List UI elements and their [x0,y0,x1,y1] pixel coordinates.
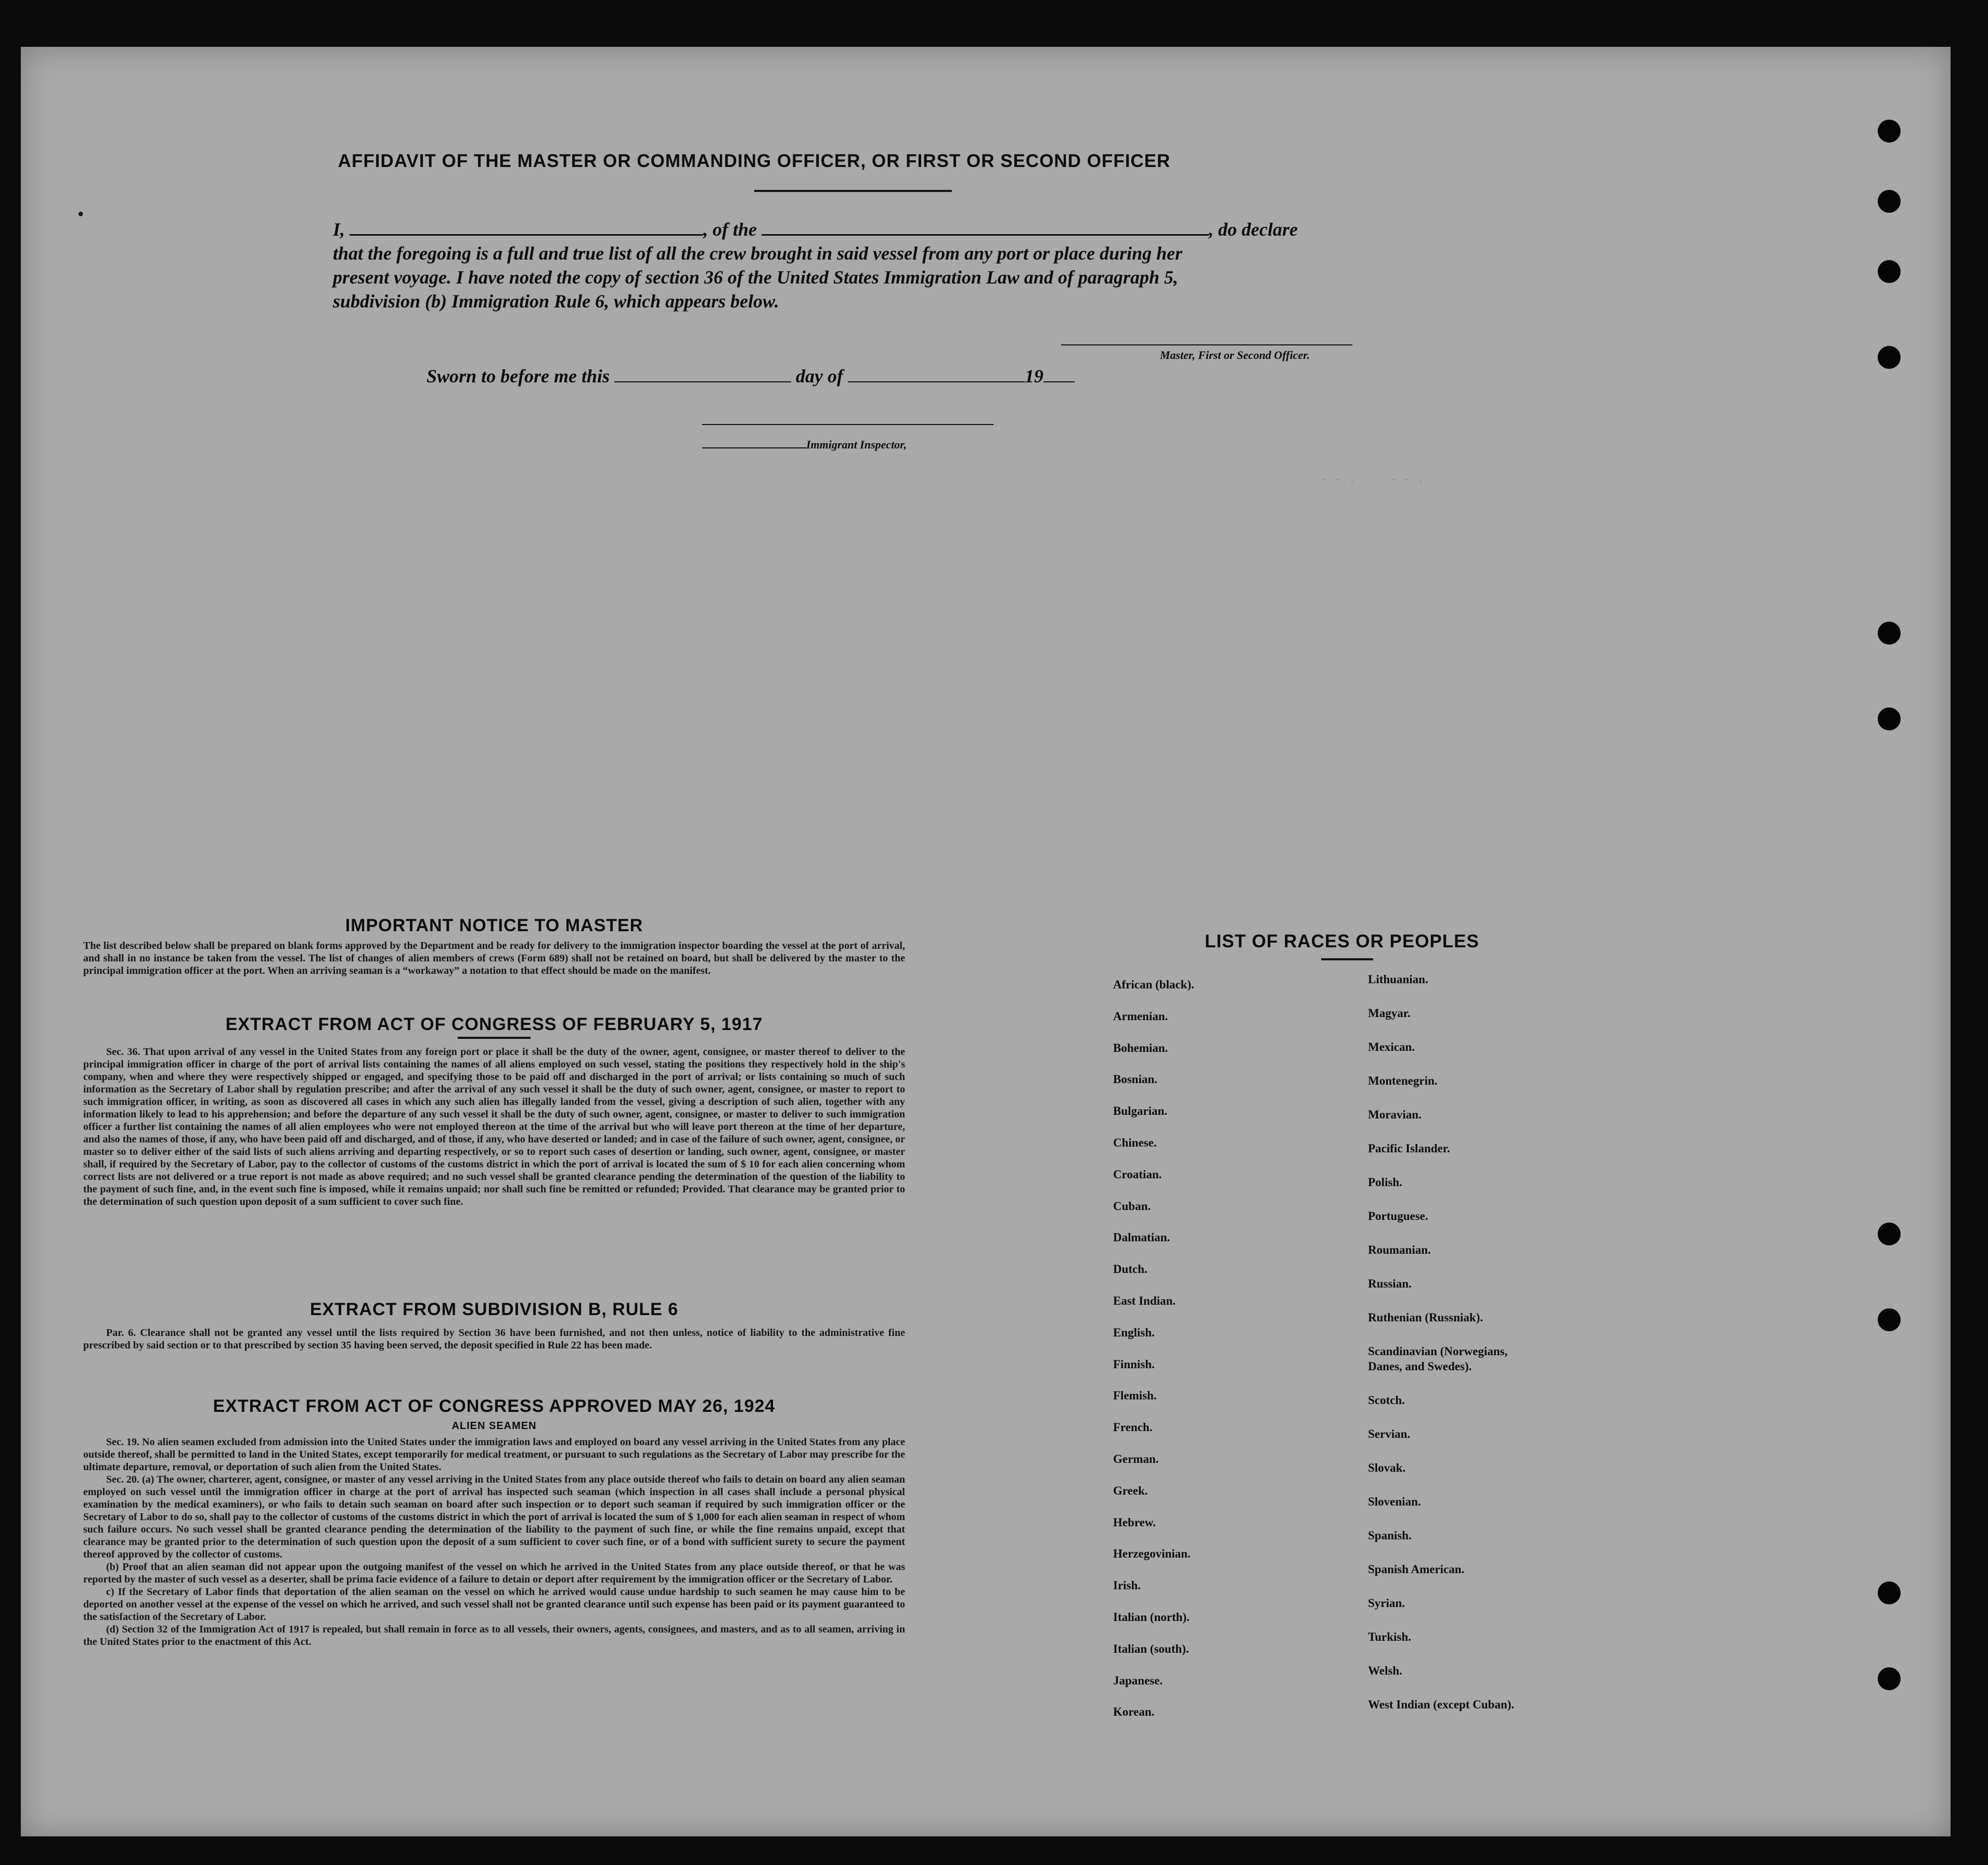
race-item-right: Mexican. [1368,1040,1415,1053]
binder-hole [1878,1667,1901,1690]
affidavit-i-line [333,218,1298,240]
race-item-right: Syrian. [1368,1597,1405,1610]
binder-hole [1878,622,1901,645]
race-item-left: Japanese. [1113,1674,1163,1687]
sworn-label: Sworn to before me this [427,366,610,387]
race-item-right: Roumanian. [1368,1243,1431,1256]
notice-title: IMPORTANT NOTICE TO MASTER [345,916,643,935]
race-item-left: Chinese. [1113,1136,1157,1149]
extract-1924-body [83,1436,905,1648]
year-label: 19 [1025,366,1044,387]
race-item-left: Italian (south). [1113,1642,1189,1655]
race-item-right: Montenegrin. [1368,1074,1438,1087]
race-item-left: Hebrew. [1113,1515,1156,1529]
binder-hole [1878,346,1901,369]
race-item-left: Dalmatian. [1113,1231,1170,1244]
extract-1917-title: EXTRACT FROM ACT OF CONGRESS OF FEBRUARY 5, 1917 [225,1014,763,1034]
race-item-left: Bosnian. [1113,1073,1158,1086]
sec-19-paragraph: Sec. 19. No alien seamen excluded from admission into the United States under the immigration laws and employed on board any vessel arriving in the United States from any place outside thereof, shall be permitted to land in the United States, except temporarily for medical treatment, or pursuant to such regulations as the Secretary of Labor may prescribe for the ultimate departure, removal, or deportation of such alien from the United States. [83,1436,905,1473]
extract-1917-underline [458,1037,531,1039]
binder-hole [1878,1223,1901,1245]
race-item-left: Bohemian. [1113,1041,1168,1054]
race-item-right: Servian. [1368,1427,1411,1440]
inspector-signature-line[interactable] [702,424,993,425]
binder-hole [1878,1581,1901,1604]
day-of-label: day of [796,366,844,387]
race-item-left: Irish. [1113,1579,1141,1592]
race-item-left: Greek. [1113,1484,1148,1497]
race-item-right: Welsh. [1368,1664,1402,1677]
extract-1924-title: EXTRACT FROM ACT OF CONGRESS APPROVED MAY 26, 1924 [213,1396,776,1416]
race-item-right: Ruthenian (Russniak). [1368,1311,1483,1324]
binder-hole [1878,120,1901,143]
sworn-line [427,365,1075,387]
inspector-caption: Immigrant Inspector, [806,438,907,451]
master-signature-line[interactable] [1061,344,1352,345]
sworn-month-blank[interactable] [848,381,1025,382]
vessel-blank[interactable] [761,234,1209,236]
race-item-right: Lithuanian. [1368,973,1428,986]
race-item-right: Magyar. [1368,1007,1411,1020]
race-item-right: Pacific Islander. [1368,1142,1450,1155]
race-item-right: Spanish American. [1368,1563,1465,1576]
bleed-through-marks: - - . - - . [1321,473,1425,486]
race-item-right: Spanish. [1368,1529,1412,1542]
title-underline [754,190,952,192]
race-item-right: Polish. [1368,1176,1402,1189]
sec-20d-paragraph: (d) Section 32 of the Immigration Act of 1917 is repealed, but shall remain in force as to all vessels, their owners, agents, consignees, and masters, and as to all seamen, arriving in the United States prior to the enactment of this Act. [83,1624,905,1648]
i-label: I, [333,219,345,240]
affidavit-line1: that the foregoing is a full and true list of all the crew brought in said vessel from any port or place during her [333,243,1183,264]
margin-mark: • [78,205,84,223]
race-item-left: French. [1113,1421,1153,1434]
affidavit-title: AFFIDAVIT OF THE MASTER OR COMMANDING OFFICER, OR FIRST OR SECOND OFFICER [338,151,1171,171]
binder-hole [1878,260,1901,283]
race-item-right: Scotch. [1368,1394,1405,1407]
race-item-left: Bulgarian. [1113,1104,1168,1118]
race-item-right: West Indian (except Cuban). [1368,1698,1515,1711]
race-item-left: Croatian. [1113,1167,1162,1181]
race-item-left: German. [1113,1452,1159,1465]
race-item-left: Flemish. [1113,1389,1157,1403]
race-item-left: English. [1113,1326,1155,1339]
race-item-right: Moravian. [1368,1108,1422,1121]
notice-text: The list described below shall be prepared on blank forms approved by the Department and be ready for delivery to the immigration inspector boarding the vessel at the port of arrival, and shall in no instance be taken from the vessel. The list of changes of alien members of crews (Form 689) shall not be retained on board, but shall be delivered by the master to the principal immigration officer at the port. When an arriving seaman is a “workaway” a notation to that effect should be made on the manifest. [83,940,905,976]
document-page [21,47,1951,1836]
race-item-right: Turkish. [1368,1630,1411,1643]
race-item-right: Slovenian. [1368,1495,1421,1508]
affidavit-line3: subdivision (b) Immigration Rule 6, which appears below. [333,291,779,312]
race-item-left: Italian (north). [1113,1611,1190,1624]
race-item-right: Danes, and Swedes). [1368,1360,1472,1373]
extract-1917-text: Sec. 36. That upon arrival of any vessel in the United States from any foreign port or place it shall be the duty of the owner, agent, consignee, or master thereof to deliver to the principal immigration officer in charge of the port of arrival lists containing the names of all aliens employed on such vessel, stating the positions they respectively hold in the ship's company, when and where they were respectively shipped or engaged, and specifying those to be paid off and discharged in the port of arrival; or lists containing so much of such information as the Secretary of Labor shall by regulation prescribe; and after the arrival of any such vessel it shall be the duty of such owner, agent, consignee, or master to report to such immigration officer, in writing, as soon as discovered all cases in which any such alien has illegally landed from the vessel, giving a description of such alien, together with any information likely to lead to his apprehension; and before the departure of any such vessel it shall be the duty of such owner, agent, consignee, or master to deliver to such immigration officer a further list containing the names of all alien employees who were not employed thereon at the time of the arrival but who will leave port thereon at the time of her departure, and also the names of those, if any, who have been paid off and discharged, and of those, if any, who have deserted or landed; and in case of the failure of such owner, agent, consignee, or master so to deliver either of the said lists of such aliens arriving and departing respectively, or so to report such cases of desertion or landing, such owner, agent, consignee, or master shall, if required by the Secretary of Labor, pay to the collector of customs of the customs district in which the port of arrival is located the sum of $ 10 for each alien concerning whom correct lists are not delivered or a true report is not made as above required; and no such vessel shall be granted clearance pending the determination of the question of the liability to the payment of such fine, and, in the event such fine is imposed, while it remains unpaid; nor shall such fine be remitted or refunded; Provided. That clearance may be granted prior to the determination of such question upon deposit of a sum sufficient to cover such fine. [83,1046,905,1207]
extract-1924-subtitle: ALIEN SEAMEN [451,1420,537,1432]
race-item-left: Cuban. [1113,1199,1151,1213]
master-caption: Master, First or Second Officer. [1160,349,1310,362]
year-blank[interactable] [1043,381,1075,382]
race-item-left: Korean. [1113,1705,1155,1719]
sec-20c-paragraph: c) If the Secretary of Labor finds that deportation of the alien seaman on the vessel on which he arrived would cause undue hardship to such seamen he may cause him to be deported on another vessel at the expense of the vessel on which he arrived, and such vessel shall not be granted clearance until such expense has been paid or its payment guaranteed to the satisfaction of the Secretary of Labor. [83,1586,905,1623]
races-underline [1321,958,1373,960]
race-item-right: Portuguese. [1368,1210,1428,1223]
binder-hole [1878,708,1901,730]
subdivision-b-title: EXTRACT FROM SUBDIVISION B, RULE 6 [309,1300,679,1319]
sec-20a-paragraph: Sec. 20. (a) The owner, charterer, agent, consignee, or master of any vessel arriving in the United States from any place outside thereof who fails to detain on board any alien seaman employed on such vessel until the immigration officer in charge at the port of arrival has inspected such seaman (which inspection in all cases shall include a personal physical examination by the medical examiners), or who fails to detain such seaman on board after such inspection or to deport such seaman if required by such immigration officer or the Secretary of Labor to do so, shall pay to the collector of customs of the customs district in which the port of arrival is located the sum of $ 1,000 for each alien seaman in respect of whom such failure occurs. No such vessel shall be granted clearance pending the determination of the liability to the payment of such fine, or while the fine remains unpaid, except that clearance may be granted prior to the determination of such question upon the deposit of a sum sufficient to cover such fine, or of a bond with sufficient surety to secure the payment thereof approved by the collector of customs. [83,1474,905,1560]
race-item-right: Scandinavian (Norwegians, [1368,1345,1508,1358]
races-title: LIST OF RACES OR PEOPLES [1205,931,1479,951]
race-item-left: East Indian. [1113,1294,1176,1307]
race-item-right: Slovak. [1368,1461,1406,1474]
name-blank[interactable] [350,234,703,236]
subdivision-b-text: Par. 6. Clearance shall not be granted any vessel until the lists required by Section 36 have been furnished, and not then unless, notice of liability to the administrative fine prescribed by said section or to that prescribed by section 35 having been served, the deposit specified in Rule 22 has been made. [83,1327,905,1351]
affidavit-line2: present voyage. I have noted the copy of section 36 of the United States Immigration Law and of paragraph 5, [333,267,1178,288]
binder-hole [1878,1308,1901,1331]
race-item-right: Russian. [1368,1277,1412,1290]
race-item-left: Finnish. [1113,1357,1155,1371]
race-item-left: Armenian. [1113,1009,1168,1023]
do-declare-label: , do declare [1209,219,1298,240]
binder-hole [1878,190,1901,213]
race-item-left: African (black). [1113,978,1194,991]
of-the-label: , of the [703,219,757,240]
sworn-day-blank[interactable] [614,381,791,382]
race-item-left: Herzegovinian. [1113,1547,1191,1561]
inspector-blank[interactable] [702,447,806,448]
sec-20b-paragraph: (b) Proof that an alien seaman did not appear upon the outgoing manifest of the vessel on which he arrived in the United States from any place outside thereof, or that he was reported by the master of such vessel as a deserter, shall be prima facie evidence of a failure to detain or deport after requirement by the immigration officer or the Secretary of Labor. [83,1561,905,1585]
inspector-line [702,438,907,452]
bleed-through-header [718,68,730,91]
race-item-left: Dutch. [1113,1263,1147,1276]
